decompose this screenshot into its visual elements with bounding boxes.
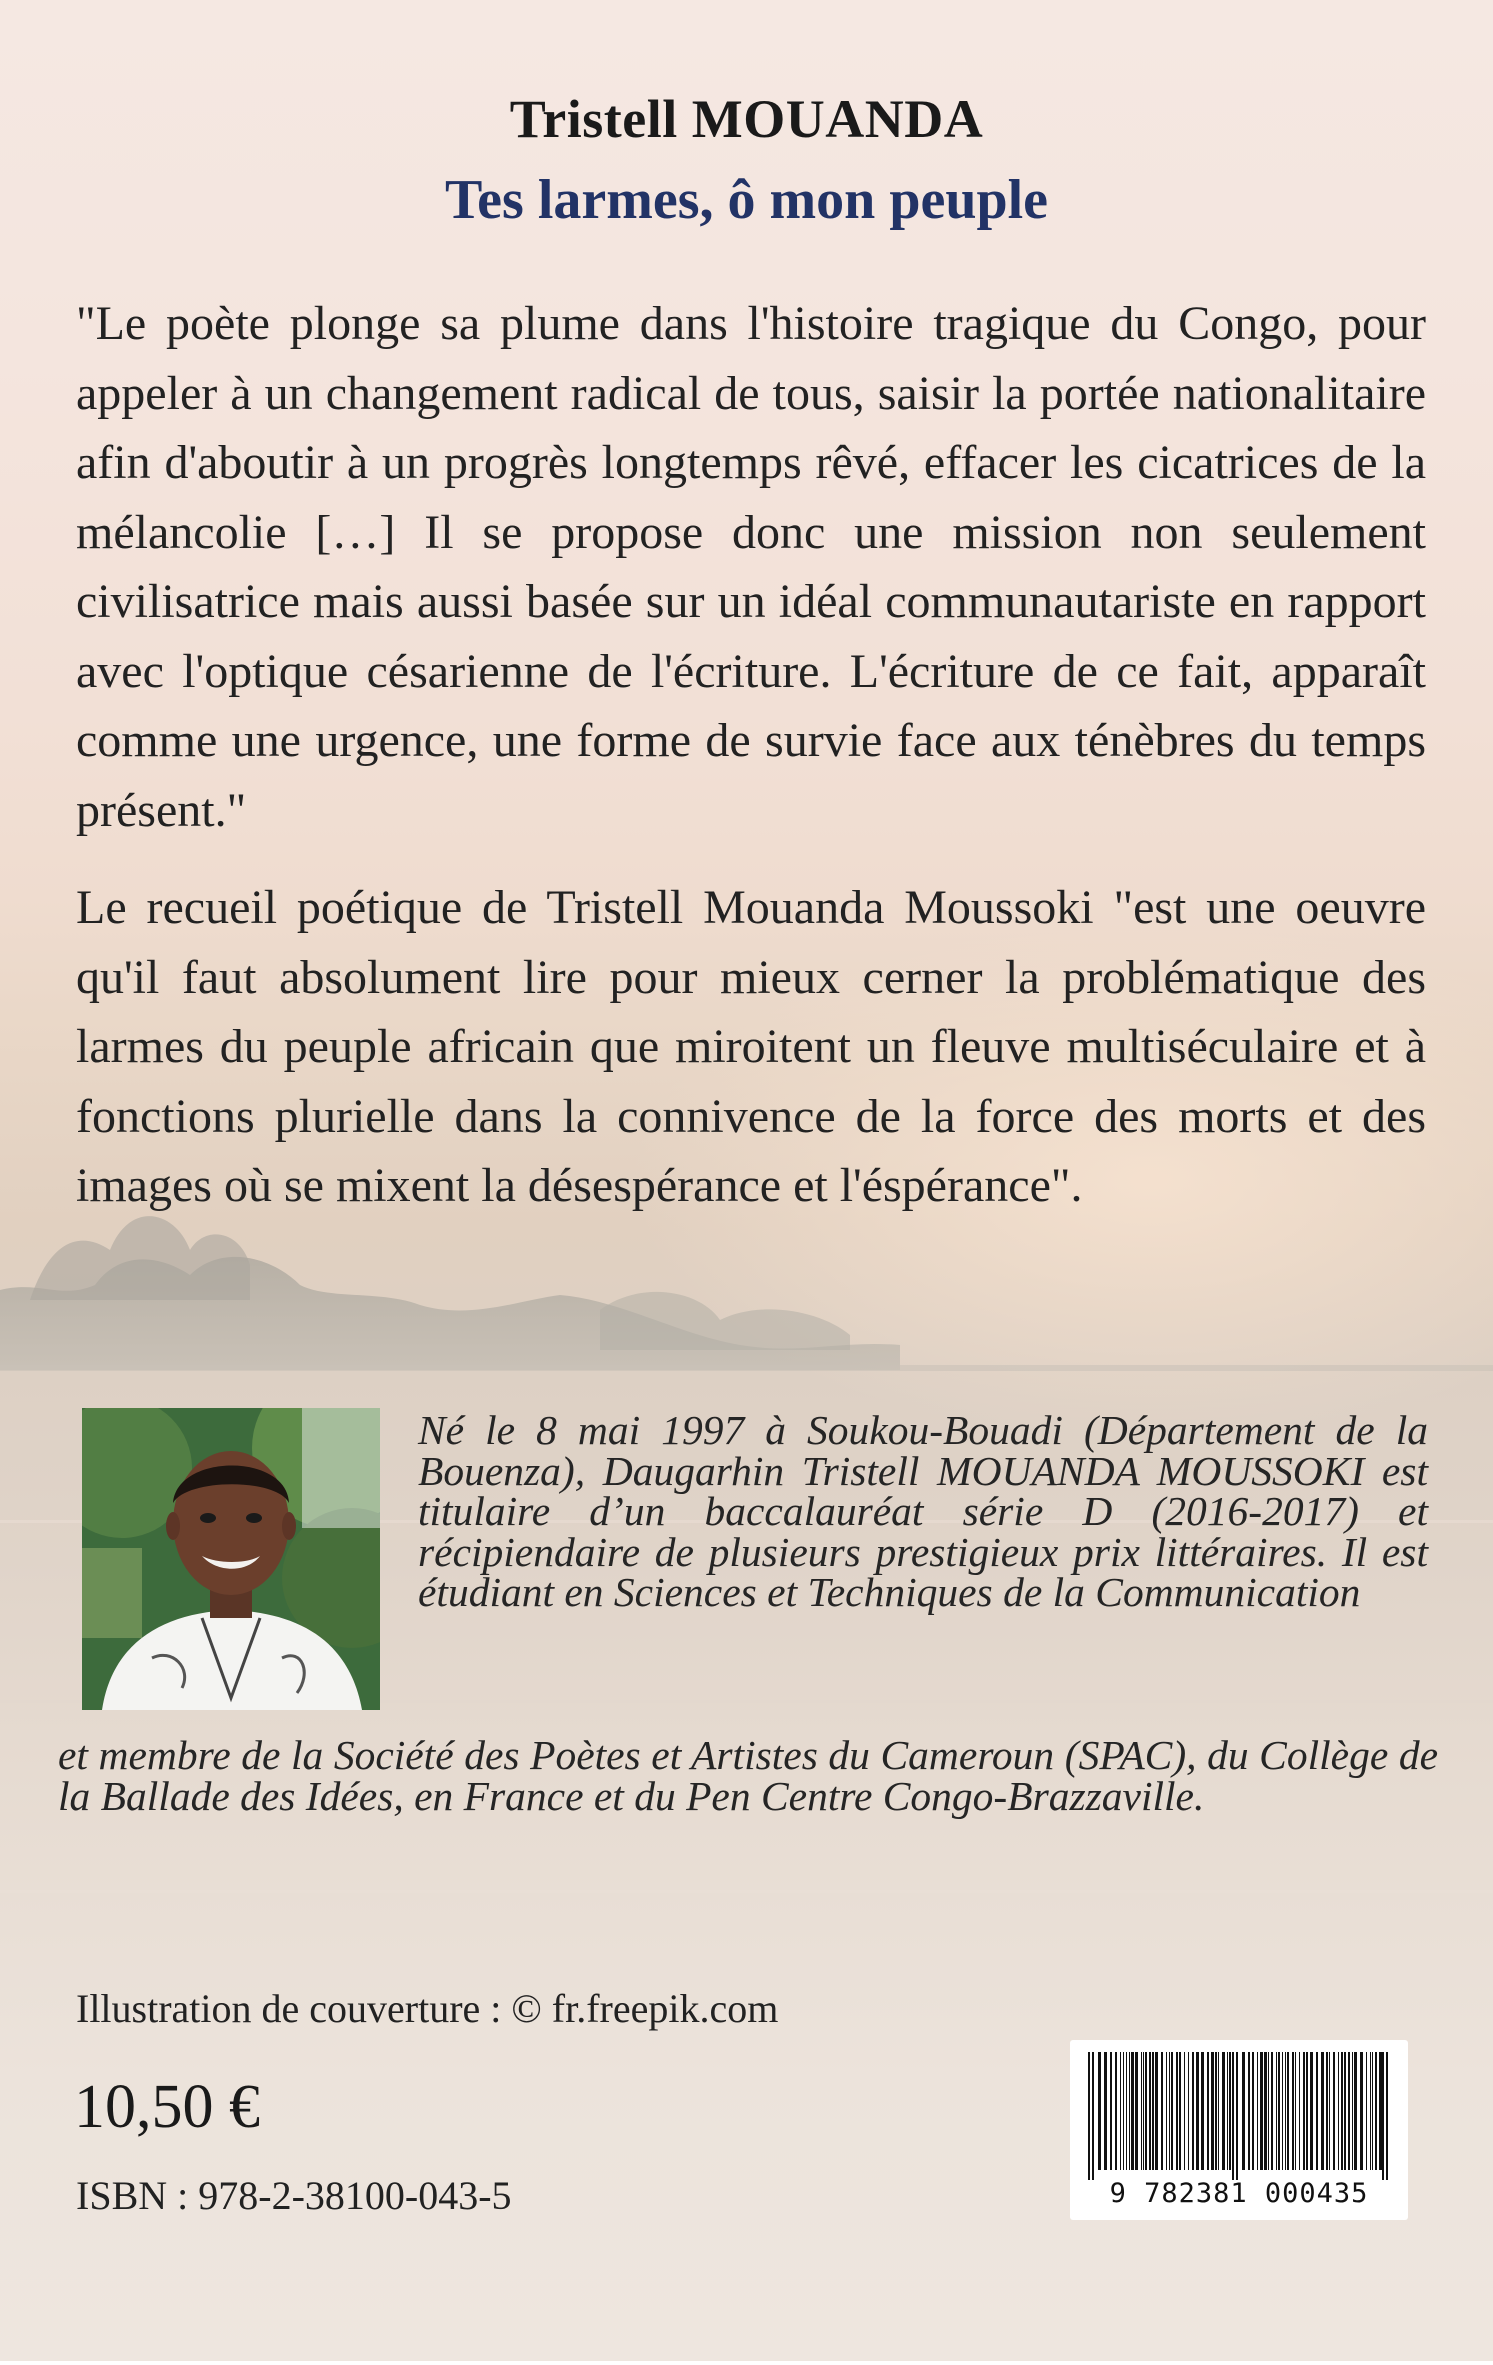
barcode-bar <box>1155 2052 1158 2170</box>
isbn: ISBN : 978-2-38100-043-5 <box>76 2173 512 2218</box>
review-paragraph: Le recueil poétique de Tristell Mouanda Moussoki "est une oeuvre qu'il faut absolument lire pour mieux cerner la problématique des larmes du peuple africain que miroitent un fleuve multiséculaire et à fonctions plurielle dans la connivence de la force des morts et des images où se mixent la désespérance et l'éspérance". <box>76 881 1426 1212</box>
barcode-bar <box>1131 2052 1134 2170</box>
barcode-bar <box>1176 2052 1178 2170</box>
barcode-bar <box>1366 2052 1367 2170</box>
barcode-bar <box>1166 2052 1167 2170</box>
barcode-guard-bar <box>1092 2052 1094 2180</box>
barcode-bar <box>1352 2052 1353 2170</box>
barcode-bar <box>1295 2052 1296 2170</box>
barcode-bar <box>1299 2052 1300 2170</box>
barcode-bar <box>1188 2052 1189 2170</box>
barcode-bars <box>1084 2052 1394 2180</box>
barcode-bar <box>1348 2052 1350 2170</box>
barcode-bar <box>1161 2052 1163 2170</box>
barcode-bar <box>1372 2052 1373 2170</box>
barcode-guard-bar <box>1382 2052 1384 2180</box>
barcode-bar <box>1171 2052 1173 2170</box>
barcode-bar <box>1375 2052 1377 2170</box>
barcode-bar <box>1126 2052 1127 2170</box>
barcode-bar <box>1354 2052 1357 2170</box>
barcode-bar <box>1306 2052 1308 2170</box>
barcode-bar <box>1326 2052 1328 2170</box>
author-bio-first-part: Né le 8 mai 1997 à Soukou-Bouadi (Département de la Bouenza), Daugarhin Tristell MOUANDA MOUSSOKI est titulaire d’un baccalauréat série D (2016-2017) et récipiendaire de plusieurs prestigieux prix littéraires. Il est étudiant en Sciences et Techniques de la Communication <box>418 1407 1428 1616</box>
barcode-bar <box>1104 2052 1107 2170</box>
cover-illustration-credit: Illustration de couverture : © fr.freepik.com <box>76 1986 779 2031</box>
barcode-bar <box>1257 2052 1258 2170</box>
barcode-bar <box>1260 2052 1263 2170</box>
barcode-bar <box>1215 2052 1217 2170</box>
barcode-bar <box>1098 2052 1101 2170</box>
barcode-bar <box>1310 2052 1313 2170</box>
barcode-bar <box>1115 2052 1117 2170</box>
barcode-bar <box>1252 2052 1254 2170</box>
barcode-bar <box>1179 2052 1181 2170</box>
barcode-bar <box>1333 2052 1335 2170</box>
barcode-bar <box>1207 2052 1209 2170</box>
barcode-bar <box>1218 2052 1219 2170</box>
barcode-guard-bar <box>1236 2052 1238 2180</box>
barcode-bar <box>1120 2052 1121 2170</box>
barcode-bar <box>1338 2052 1339 2170</box>
barcode-bar <box>1287 2052 1289 2170</box>
author-name: Tristell MOUANDA <box>509 89 984 149</box>
author-bio-second-part: et membre de la Société des Poètes et Artistes du Cameroun (SPAC), du Collège de la Ballade des Idées, en France et du Pen Centre Congo-Brazzaville. <box>58 1732 1438 1819</box>
author-photo <box>82 1408 380 1710</box>
barcode-bar <box>1169 2052 1170 2170</box>
barcode-bar <box>1149 2052 1151 2170</box>
barcode-bar <box>1143 2052 1144 2170</box>
barcode-guard-bar <box>1386 2052 1388 2180</box>
barcode <box>1070 2040 1408 2220</box>
barcode-bar <box>1329 2052 1330 2170</box>
barcode-bar <box>1152 2052 1154 2170</box>
barcode-bar <box>1222 2052 1225 2170</box>
barcode-bar <box>1360 2052 1363 2170</box>
barcode-digits: 9 782381 000435 <box>1109 2178 1369 2209</box>
barcode-bar <box>1285 2052 1286 2170</box>
barcode-bar <box>1282 2052 1283 2170</box>
barcode-bar <box>1135 2052 1138 2170</box>
barcode-bar <box>1196 2052 1199 2170</box>
barcode-bar <box>1110 2052 1112 2170</box>
barcode-bar <box>1192 2052 1194 2170</box>
barcode-guard-bar <box>1088 2052 1090 2180</box>
barcode-bar <box>1211 2052 1214 2170</box>
barcode-bar <box>1268 2052 1269 2170</box>
barcode-bar <box>1242 2052 1245 2170</box>
barcode-bar <box>1129 2052 1130 2170</box>
barcode-bar <box>1316 2052 1318 2170</box>
barcode-bar <box>1278 2052 1280 2170</box>
barcode-bar <box>1248 2052 1250 2170</box>
quote-paragraph: "Le poète plonge sa plume dans l'histoire tragique du Congo, pour appeler à un changement radical de tous, saisir la portée nationalitaire afin d'aboutir à un progrès longtemps rêvé, effacer les cicatrices de la mélancolie […] Il se propose donc une mission non seulement civilisatrice mais aussi basée sur un idéal communautariste en rapport avec l'optique césarienne de l'écriture. L'écriture de ce fait, apparaît comme une urgence, une forme de survie face aux ténèbres du temps présent." <box>76 297 1426 837</box>
barcode-bar <box>1229 2052 1231 2170</box>
barcode-bar <box>1344 2052 1346 2170</box>
barcode-bar <box>1123 2052 1124 2170</box>
barcode-bar <box>1292 2052 1294 2170</box>
barcode-bar <box>1370 2052 1371 2170</box>
barcode-bar <box>1341 2052 1343 2170</box>
barcode-bar <box>1379 2052 1382 2170</box>
barcode-bar <box>1276 2052 1277 2170</box>
barcode-bar <box>1201 2052 1204 2170</box>
barcode-bar <box>1321 2052 1324 2170</box>
barcode-bar <box>1303 2052 1305 2170</box>
barcode-bar <box>1271 2052 1273 2170</box>
price: 10,50 € <box>74 2073 260 2141</box>
barcode-bar <box>1184 2052 1185 2170</box>
barcode-bar <box>1227 2052 1228 2170</box>
barcode-bar <box>1264 2052 1267 2170</box>
barcode-guard-bar <box>1232 2052 1234 2180</box>
barcode-bar <box>1145 2052 1147 2170</box>
book-title: Tes larmes, ô mon peuple <box>444 169 1049 231</box>
barcode-bar <box>1141 2052 1142 2170</box>
